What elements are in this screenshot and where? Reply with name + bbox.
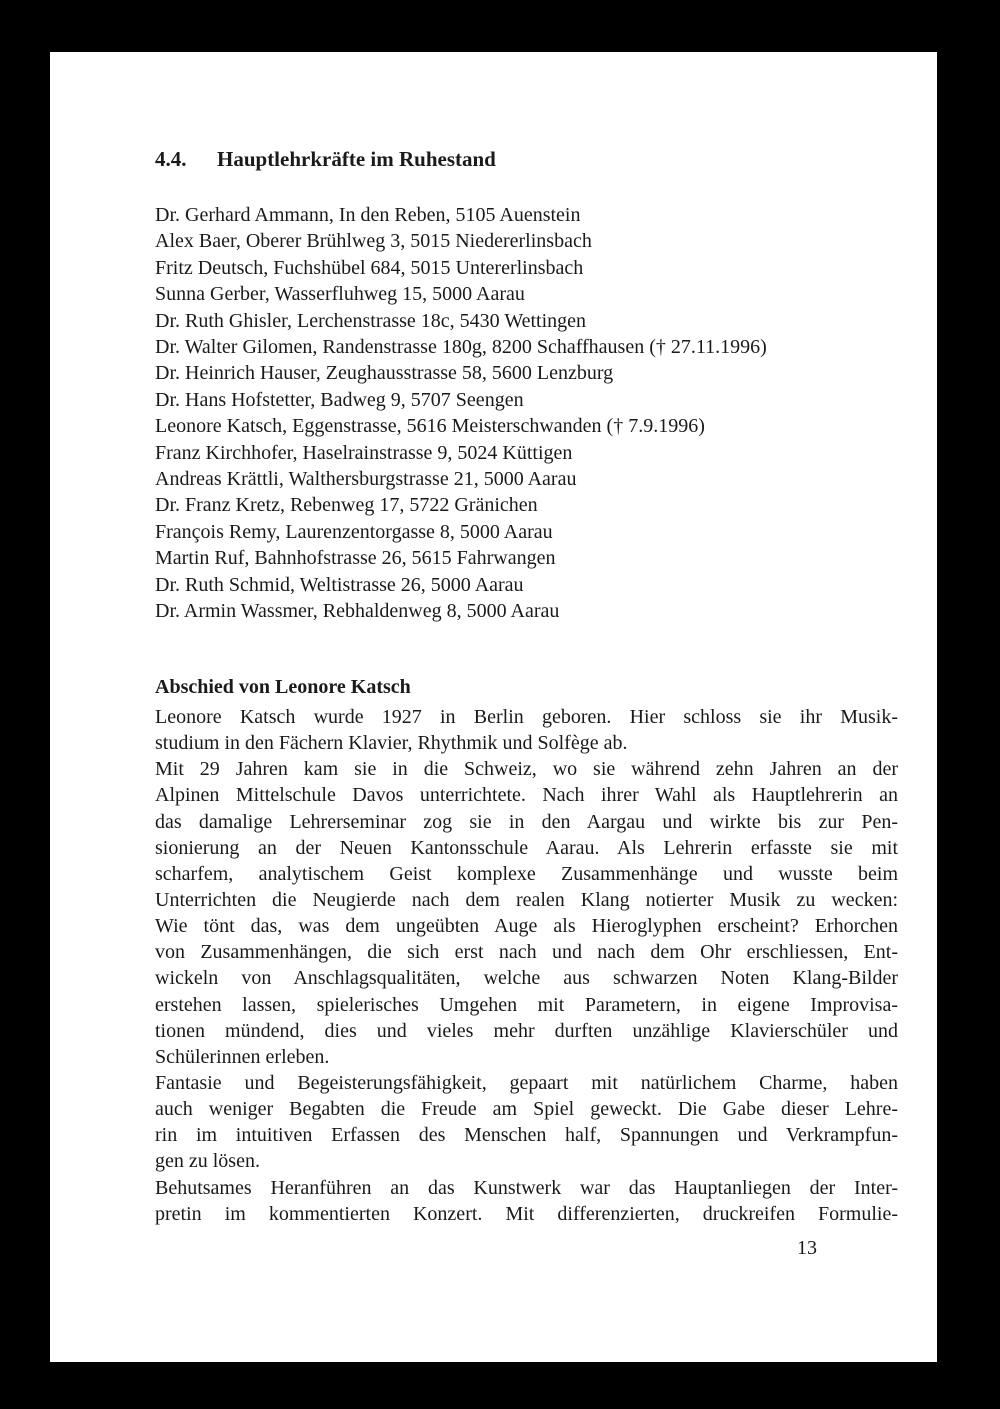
article-body <box>155 704 898 1227</box>
list-item: Alex Baer, Oberer Brühlweg 3, 5015 Niedererlinsbach <box>155 230 592 253</box>
list-item: Dr. Ruth Ghisler, Lerchenstrasse 18c, 5430 Wettingen <box>155 309 587 332</box>
text-line: Alpinen Mittelschule Davos unterrichtete. Nach ihrer Wahl als Hauptlehrerin an <box>155 784 898 807</box>
list-item: Martin Ruf, Bahnhofstrasse 26, 5615 Fahrwangen <box>155 547 556 570</box>
list-item: Dr. Ruth Schmid, Weltistrasse 26, 5000 Aarau <box>155 573 524 596</box>
text-line: Leonore Katsch wurde 1927 in Berlin geboren. Hier schloss sie ihr Musik- <box>155 706 898 728</box>
text-line: erstehen lassen, spielerisches Umgehen mit Parametern, in eigene Improvisa- <box>155 993 898 1016</box>
list-item: Dr. Armin Wassmer, Rebhaldenweg 8, 5000 Aarau <box>155 600 560 623</box>
text-line: Schülerinnen erleben. <box>155 1045 330 1068</box>
text-line: rin im intuitiven Erfassen des Menschen half, Spannungen und Verkrampfun- <box>155 1124 898 1147</box>
list-item: Andreas Krättli, Walthersburgstrasse 21, 5000 Aarau <box>155 468 577 491</box>
text-line: Behutsames Heranführen an das Kunstwerk war das Hauptanliegen der Inter- <box>155 1176 898 1199</box>
list-item: Dr. Hans Hofstetter, Badweg 9, 5707 Seengen <box>155 388 524 411</box>
section-number: 4.4. <box>155 147 187 171</box>
list-item: Leonore Katsch, Eggenstrasse, 5616 Meisterschwanden († 7.9.1996) <box>155 415 705 438</box>
section-title: Hauptlehrkräfte im Ruhestand <box>217 147 496 171</box>
list-item: Sunna Gerber, Wasserfluhweg 15, 5000 Aarau <box>155 283 525 306</box>
text-line: wickeln von Anschlagsqualitäten, welche aus schwarzen Noten Klang-Bilder <box>155 967 898 990</box>
text-line: studium in den Fächern Klavier, Rhythmik und Solfège ab. <box>155 732 628 755</box>
text-line: das damalige Lehrerseminar zog sie in den Aargau und wirkte bis zur Pen- <box>155 810 898 833</box>
list-item: Dr. Heinrich Hauser, Zeughausstrasse 58, 5600 Lenzburg <box>155 362 614 385</box>
document-page <box>50 52 937 1362</box>
text-line: scharfem, analytischem Geist komplexe Zusammenhänge und wusste beim <box>155 862 898 885</box>
article-title: Abschied von Leonore Katsch <box>155 676 411 698</box>
list-item: François Remy, Laurenzentorgasse 8, 5000 Aarau <box>155 520 553 543</box>
list-item: Dr. Walter Gilomen, Randenstrasse 180g, 8200 Schaffhausen († 27.11.1996) <box>155 336 767 359</box>
text-line: Wie tönt das, was dem ungeübten Auge als Hieroglyphen erscheint? Erhorchen <box>155 915 898 938</box>
list-item: Fritz Deutsch, Fuchshübel 684, 5015 Untererlinsbach <box>155 256 584 279</box>
section-heading <box>155 147 496 172</box>
list-item: Dr. Franz Kretz, Rebenweg 17, 5722 Gränichen <box>155 494 538 517</box>
text-line: gen zu lösen. <box>155 1150 260 1173</box>
text-line: pretin im kommentierten Konzert. Mit differenzierten, druckreifen Formulie- <box>155 1202 898 1225</box>
text-line: Fantasie und Begeisterungsfähigkeit, gepaart mit natürlichem Charme, haben <box>155 1071 898 1094</box>
text-line: von Zusammenhängen, die sich erst nach und nach dem Ohr erschliessen, Ent- <box>155 941 898 964</box>
text-line: Mit 29 Jahren kam sie in die Schweiz, wo sie während zehn Jahren an der <box>155 758 898 781</box>
text-line: tionen mündend, dies und vieles mehr durften unzählige Klavierschüler und <box>155 1019 898 1042</box>
page-number: 13 <box>797 1237 817 1259</box>
list-item: Franz Kirchhofer, Haselrainstrasse 9, 5024 Küttigen <box>155 441 573 464</box>
list-item: Dr. Gerhard Ammann, In den Reben, 5105 Auenstein <box>155 204 581 226</box>
text-line: sionierung an der Neuen Kantonsschule Aarau. Als Lehrerin erfasste sie mit <box>155 836 898 859</box>
text-line: Unterrichten die Neugierde nach dem realen Klang notierter Musik zu wecken: <box>155 888 898 911</box>
text-line: auch weniger Begabten die Freude am Spiel geweckt. Die Gabe dieser Lehre- <box>155 1098 898 1121</box>
retired-teachers-list <box>155 202 767 625</box>
